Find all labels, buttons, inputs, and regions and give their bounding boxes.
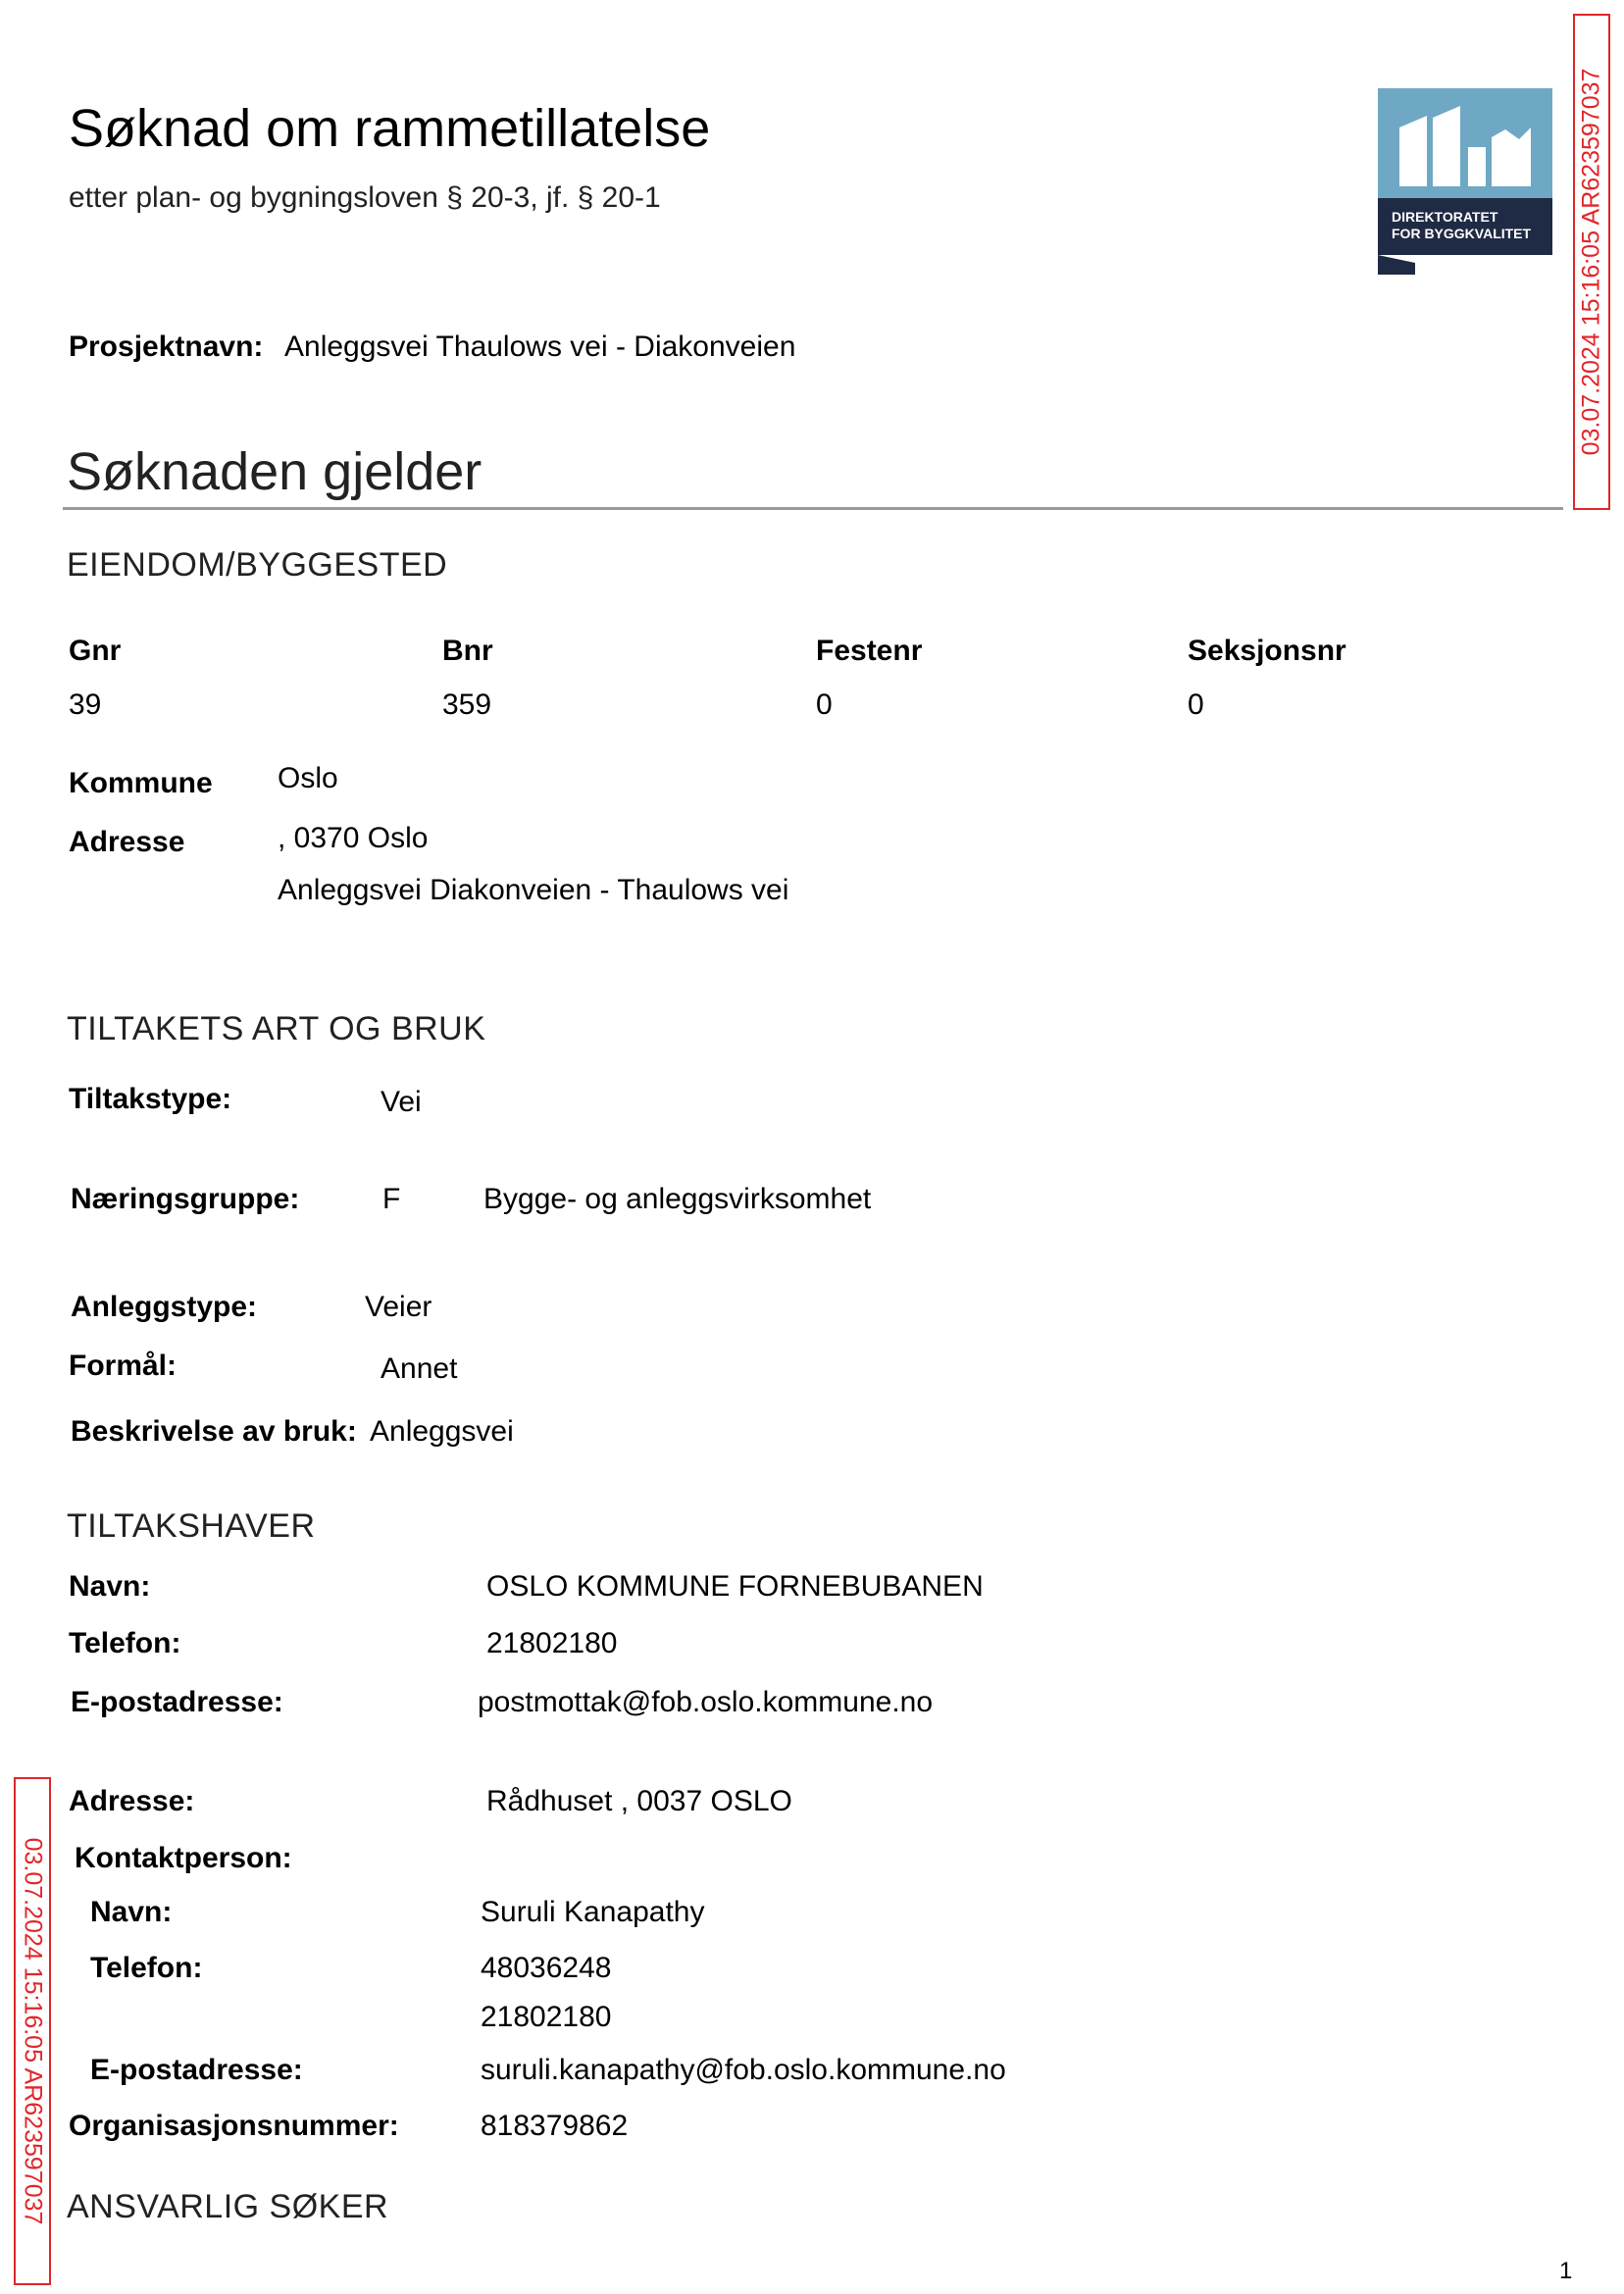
section-title: Søknaden gjelder (67, 442, 482, 501)
festenr-label: Festenr (816, 635, 923, 667)
tiltakshaver-navn-label: Navn: (69, 1570, 151, 1603)
bnr-label: Bnr (442, 635, 493, 667)
tiltakshaver-epost-value: postmottak@fob.oslo.kommune.no (478, 1686, 934, 1718)
tiltakshaver-adresse-value: Rådhuset , 0037 OSLO (486, 1785, 792, 1817)
tiltakshaver-telefon-value: 21802180 (486, 1627, 618, 1659)
naeringsgruppe-label: Næringsgruppe: (71, 1183, 300, 1215)
archive-stamp-left-text: 03.07.2024 15:16:05 AR623597037 (19, 1837, 47, 2225)
seksjonsnr-label: Seksjonsnr (1188, 635, 1346, 667)
page-number: 1 (1559, 2258, 1573, 2284)
kontaktperson-epost-label: E-postadresse: (90, 2054, 303, 2086)
beskrivelse-label: Beskrivelse av bruk: (71, 1415, 357, 1448)
formal-value: Annet (381, 1352, 458, 1385)
logo-text-line2: FOR BYGGKVALITET (1392, 226, 1532, 241)
tiltakshaver-epost-label: E-postadresse: (71, 1686, 283, 1718)
archive-stamp-left (14, 1777, 51, 2285)
organisasjonsnummer-value: 818379862 (481, 2110, 629, 2142)
kommune-label: Kommune (69, 767, 213, 799)
kontaktperson-navn-value: Suruli Kanapathy (481, 1896, 705, 1928)
document-title: Søknad om rammetillatelse (69, 99, 711, 158)
naeringsgruppe-code: F (382, 1183, 401, 1215)
dibk-logo-graphic (1378, 88, 1552, 275)
tiltakshaver-heading: TILTAKSHAVER (67, 1507, 316, 1545)
project-name-value: Anleggsvei Thaulows vei - Diakonveien (284, 331, 796, 363)
adresse-label: Adresse (69, 826, 185, 858)
adresse-line1: , 0370 Oslo (278, 822, 429, 854)
kommune-value: Oslo (278, 762, 338, 794)
archive-stamp-right (1573, 14, 1610, 510)
archive-stamp-right-text: 03.07.2024 15:16:05 AR623597037 (1577, 68, 1605, 456)
document-subtitle: etter plan- og bygningsloven § 20-3, jf. § 20-1 (69, 181, 661, 214)
kontaktperson-label: Kontaktperson: (75, 1842, 292, 1874)
gnr-value: 39 (69, 688, 102, 721)
naeringsgruppe-value: Bygge- og anleggsvirksomhet (483, 1183, 872, 1215)
tiltakshaver-navn-value: OSLO KOMMUNE FORNEBUBANEN (486, 1570, 984, 1603)
tiltakstype-value: Vei (381, 1086, 422, 1118)
kontaktperson-telefon-value2: 21802180 (481, 2001, 612, 2033)
tiltakshaver-adresse-label: Adresse: (69, 1785, 195, 1817)
project-name-label: Prosjektnavn: (69, 331, 264, 363)
kontaktperson-telefon-label: Telefon: (90, 1952, 203, 1984)
ansvarlig-soker-heading: ANSVARLIG SØKER (67, 2188, 389, 2225)
section-divider (63, 507, 1563, 510)
adresse-line2: Anleggsvei Diakonveien - Thaulows vei (278, 874, 789, 906)
logo-text-line1: DIREKTORATET (1392, 209, 1498, 225)
tiltak-heading: TILTAKETS ART OG BRUK (67, 1010, 486, 1047)
dibk-logo (1378, 88, 1552, 275)
festenr-value: 0 (816, 688, 833, 721)
bnr-value: 359 (442, 688, 492, 721)
eiendom-heading: EIENDOM/BYGGESTED (67, 546, 448, 584)
anleggstype-value: Veier (365, 1291, 432, 1323)
formal-label: Formål: (69, 1350, 178, 1382)
gnr-label: Gnr (69, 635, 122, 667)
anleggstype-label: Anleggstype: (71, 1291, 258, 1323)
tiltakshaver-telefon-label: Telefon: (69, 1627, 181, 1659)
kontaktperson-telefon-value1: 48036248 (481, 1952, 612, 1984)
seksjonsnr-value: 0 (1188, 688, 1204, 721)
tiltakstype-label: Tiltakstype: (69, 1083, 232, 1115)
beskrivelse-value: Anleggsvei (370, 1415, 514, 1448)
organisasjonsnummer-label: Organisasjonsnummer: (69, 2110, 399, 2142)
kontaktperson-navn-label: Navn: (90, 1896, 173, 1928)
kontaktperson-epost-value: suruli.kanapathy@fob.oslo.kommune.no (481, 2054, 1006, 2086)
